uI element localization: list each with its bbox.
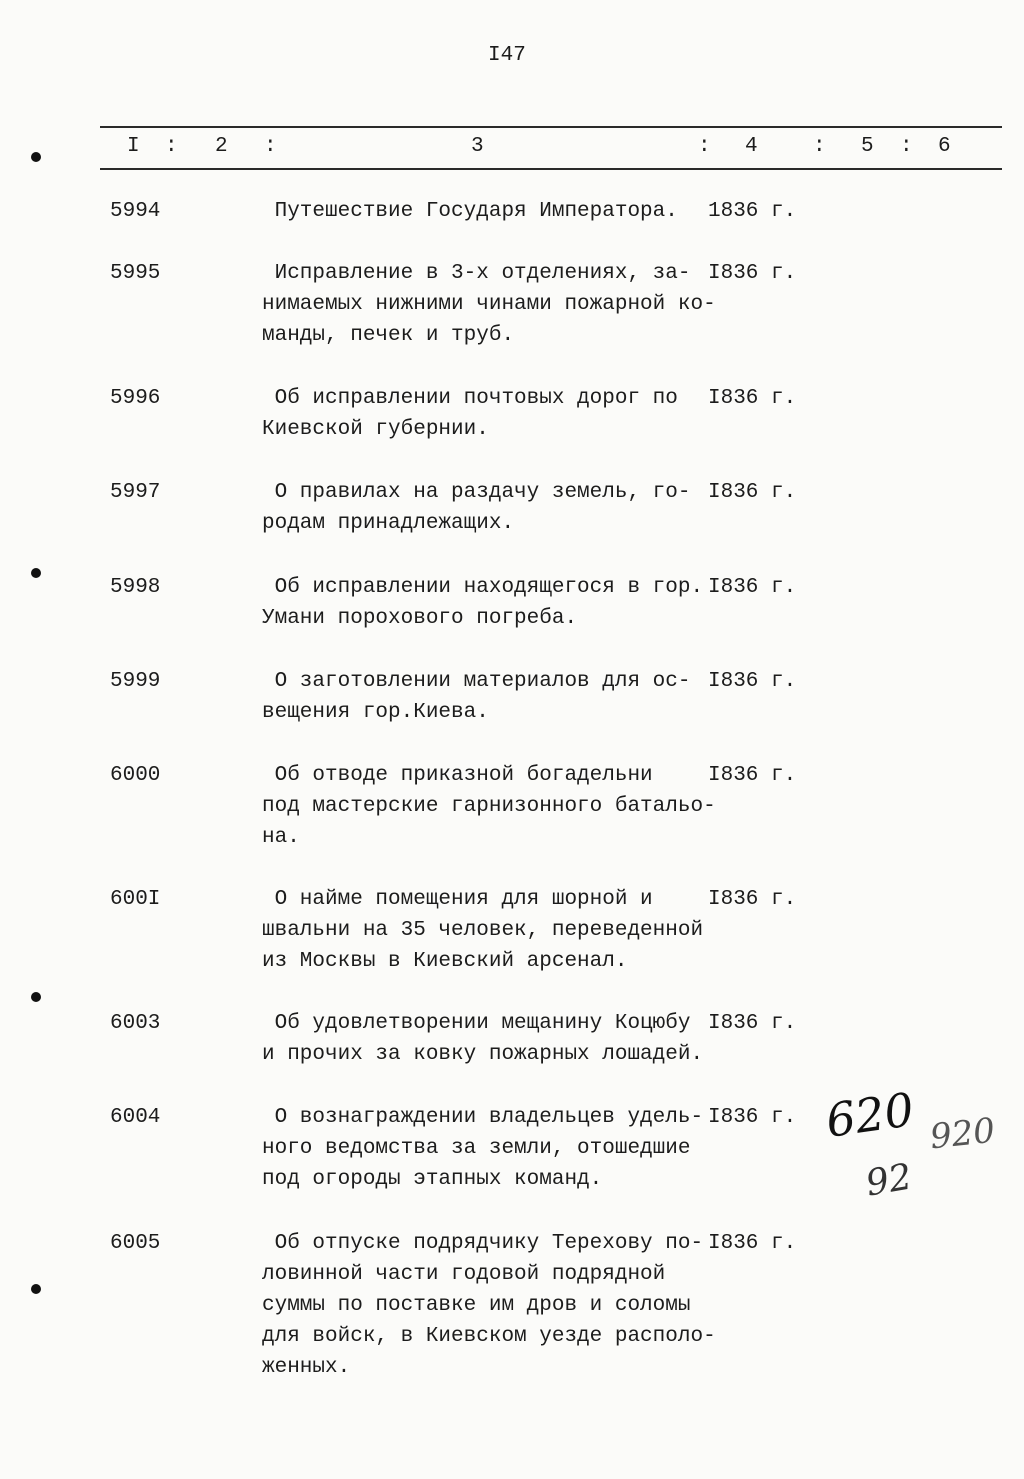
column-header-4: 4 xyxy=(745,135,758,158)
column-header-3: 3 xyxy=(471,135,484,158)
punch-hole xyxy=(31,992,41,1002)
row-number: 5994 xyxy=(110,200,161,223)
column-header-6: 6 xyxy=(938,135,951,158)
row-number: 6005 xyxy=(110,1232,161,1255)
column-header-2: 2 xyxy=(215,135,228,158)
row-title: Об удовлетворении мещанину Коцюбу и прочих за ковку пожарных лошадей. xyxy=(262,1012,704,1066)
row-title: Об исправлении почтовых дорог по Киевской губернии. xyxy=(262,387,678,441)
row-year: I836 г. xyxy=(708,262,797,285)
row-number: 5999 xyxy=(110,670,161,693)
table-top-rule xyxy=(100,126,1002,128)
row-title: Об отпуске подрядчику Терехову по- ловинной части годовой подрядной суммы по поставке им дров и соломы для войск, в Киевском уезде располо- женных. xyxy=(262,1232,716,1379)
row-number: 6003 xyxy=(110,1012,161,1035)
column-separator: : xyxy=(813,135,826,158)
row-title: Об исправлении находящегося в гор. Умани порохового погреба. xyxy=(262,576,704,630)
row-year: I836 г. xyxy=(708,1232,797,1255)
table-header-rule xyxy=(100,168,1002,170)
row-number: 5998 xyxy=(110,576,161,599)
row-year: I836 г. xyxy=(708,1012,797,1035)
punch-hole xyxy=(31,1284,41,1294)
column-separator: : xyxy=(900,135,913,158)
row-number: 6004 xyxy=(110,1106,161,1129)
row-number: 5996 xyxy=(110,387,161,410)
row-year: I836 г. xyxy=(708,481,797,504)
handwritten-number: 620 xyxy=(822,1082,918,1148)
column-separator: : xyxy=(165,135,178,158)
row-year: I836 г. xyxy=(708,764,797,787)
punch-hole xyxy=(31,152,41,162)
row-title: О правилах на раздачу земель, го- родам принадлежащих. xyxy=(262,481,691,535)
page-number: I47 xyxy=(488,44,526,67)
row-number: 5995 xyxy=(110,262,161,285)
row-year: I836 г. xyxy=(708,670,797,693)
row-number: 6000 xyxy=(110,764,161,787)
row-title: Об отводе приказной богадельни под мастерские гарнизонного батальо- на. xyxy=(262,764,716,849)
column-header-5: 5 xyxy=(861,135,874,158)
row-title: О найме помещения для шорной и швальни на 35 человек, переведенной из Москвы в Киевский арсенал. xyxy=(262,888,704,973)
row-title: Путешествие Государя Императора. xyxy=(262,200,678,223)
row-year: I836 г. xyxy=(708,576,797,599)
row-year: I836 г. xyxy=(708,888,797,911)
row-title: О заготовлении материалов для ос- вещения гор.Киева. xyxy=(262,670,691,724)
column-separator: : xyxy=(264,135,277,158)
row-year: 1836 г. xyxy=(708,200,797,223)
row-number: 600I xyxy=(110,888,161,911)
column-header-1: I xyxy=(127,135,140,158)
handwritten-number: 920 xyxy=(928,1110,997,1158)
row-year: I836 г. xyxy=(708,1106,797,1129)
row-title: Исправление в 3-х отделениях, за- нимаемых нижними чинами пожарной ко- манды, печек и труб. xyxy=(262,262,716,347)
punch-hole xyxy=(31,568,41,578)
row-number: 5997 xyxy=(110,481,161,504)
row-year: I836 г. xyxy=(708,387,797,410)
column-separator: : xyxy=(698,135,711,158)
row-title: О вознаграждении владельцев удель- ного ведомства за земли, отошедшие под огороды этапных команд. xyxy=(262,1106,704,1191)
handwritten-number: 92 xyxy=(862,1156,916,1205)
